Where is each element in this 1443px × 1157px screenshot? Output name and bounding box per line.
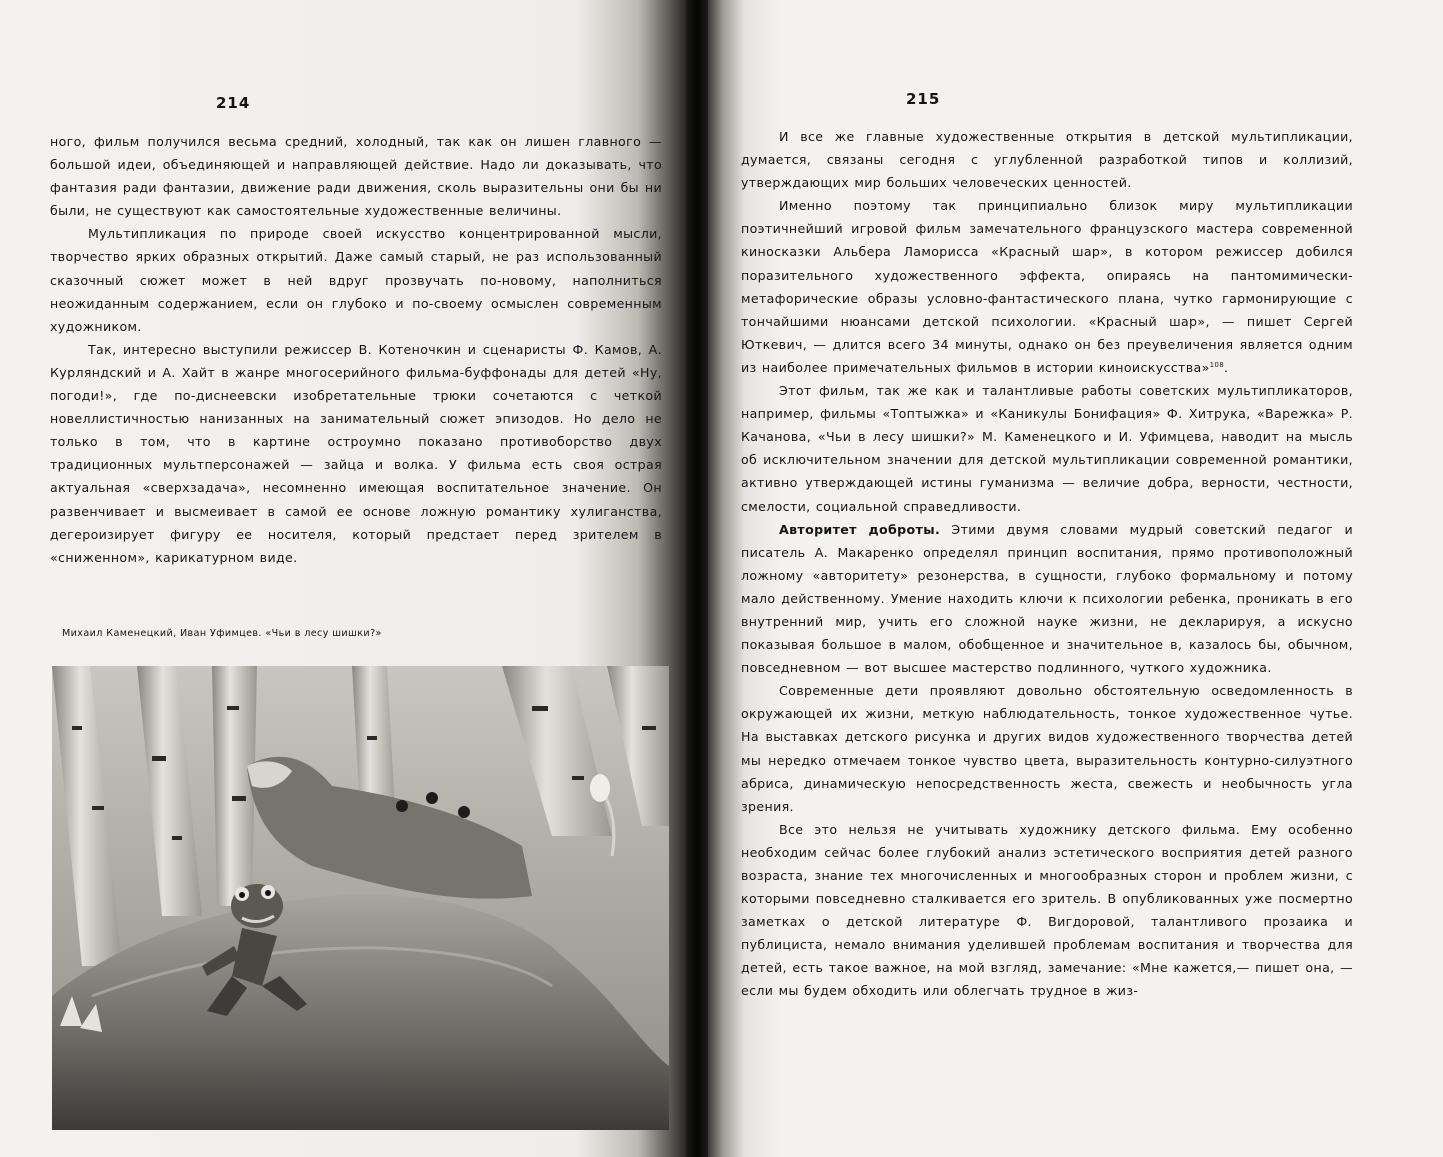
photo-caption: Михаил Каменецкий, Иван Уфимцев. «Чьи в лесу шишки?» [62, 628, 382, 639]
quote-text: Именно поэтому так принципиально близок миру мультипликации поэтичнейший игровой фильм замечательного французского мастера современной киносказки Альбера Ламорисса «Красный шар», в котором режиссер добился поразительного художественного эффекта, опираясь на пантомимически-метафорические образы условно-фантастического плана, чутко гармонирующие с тончайшими нюансами детской психологии. «Красный шар», — пишет Сергей Юткевич, — длится всего 34 минуты, однако он без преувеличения является одним из наиболее примечательных фильмов в истории киноискусства» [741, 198, 1353, 375]
paragraph [741, 518, 1353, 680]
paragraph: Мультипликация по природе своей искусство концентрированной мысли, творчество ярких образных открытий. Даже самый старый, не раз использованный сказочный сюжет может в ней вдруг прозвучать по-новому, наполниться неожиданным содержанием, если он глубоко и по-своему осмыслен современным художником. [50, 226, 662, 334]
paragraph: ного, фильм получился весьма средний, холодный, так как он лишен главного — большой идеи, объединяющей и направляющей действие. Надо ли доказывать, что фантазия ради фантазии, движение ради движения, сколь выразительны они бы ни были, не существуют как самостоятельные художественные величины. [50, 134, 662, 219]
paragraph: Именно поэтому так принципиально близок миру мультипликации поэтичнейший игровой фильм замечательного французского мастера современной киносказки Альбера Ламорисса «Красный шар», в котором режиссер добился поразительного художественного эффекта, опираясь на пантомимически-метафорические образы условно-фантастического плана, чутко гармонирующие с тончайшими нюансами детской психологии. «Красный шар», — пишет Сергей Юткевич, — длится всего 34 минуты, однако он без преувеличения является одним из наиболее примечательных фильмов в истории киноискусства»$^{108}$. [741, 198, 1353, 375]
right-body-text [741, 125, 1353, 1003]
footnote-ref: 108 [1209, 360, 1225, 369]
paragraph: И все же главные художественные открытия в детской мультипликации, думается, связаны сегодня с углубленной разработкой типов и коллизий, утверждающих мир больших человеческих ценностей. [741, 129, 1353, 191]
paragraph: Этот фильм, так же как и талантливые работы советских мультипликаторов, например, фильмы «Топтыжка» и «Каникулы Бонифация» Ф. Хитрука, «Варежка» Р. Качанова, «Чьи в лесу шишки?» М. Каменецкого и И. Уфимцева, наводит на мысль об исключительном значении для детской мультипликации современной романтики, активно утверждающей истины гуманизма — величие добра, верности, честности, смелости, социальной справедливости. [741, 383, 1353, 514]
paragraph: Так, интересно выступили режиссер В. Котеночкин и сценаристы Ф. Камов, А. Курляндский и А. Хайт в жанре многосерийного фильма-буффонады для детей «Ну, погоди!», где по-диснеевски изобретательные трюки сочетаются с четкой новеллистичностью нанизанных на занимательный сюжет эпизодов. Но дело не только в том, что в картине остроумно показано противоборство двух традиционных мультперсонажей — зайца и волка. У фильма есть своя острая актуальная «сверхзадача», несомненно имеющая воспитательное значение. Он развенчивает и высмеивает в самой ее основе ложную романтику хулиганства, дегероизирует фигуру ее носителя, который предстает перед зрителем в «сниженном», карикатурном виде. [50, 341, 662, 565]
page-number: 215 [906, 90, 941, 108]
left-page [0, 0, 686, 1157]
right-page [708, 0, 1443, 1157]
book-gutter [686, 0, 708, 1157]
film-still-photo [52, 666, 669, 1130]
bold-lead-in: Авторитет доброты. [779, 521, 941, 537]
page-number: 214 [216, 94, 251, 112]
paragraph: Все это нельзя не учитывать художнику детского фильма. Ему особенно необходим сейчас более глубокий анализ эстетического восприятия детей разного возраста, знание тех многочисленных и многообразных сторон и проблем жизни, с которыми повседневно сталкивается его зритель. В опубликованных уже посмертно заметках о детской литературе Ф. Вигдоровой, талантливого прозаика и публициста, немало внимания уделившей проблемам воспитания и творчества для детей, есть такое важное, на мой взгляд, замечание: «Мне кажется,— пишет она, — если мы будем обходить или облегчать трудное в жиз- [741, 821, 1353, 999]
left-body-text [50, 130, 662, 569]
paragraph: Современные дети проявляют довольно обстоятельную осведомленность в окружающей их жизни, меткую наблюдательность, тонкое художественное чутье. На выставках детского рисунка и других видов художественного творчества детей мы нередко отмечаем тонкое чувство цвета, выразительность контурно-силуэтного абриса, динамическую непосредственность жеста, свежесть и необычность угла зрения. [741, 683, 1353, 814]
paragraph-text: Этими двумя словами мудрый советский педагог и писатель А. Макаренко определял принцип воспитания, прямо противоположный ложному «авторитету» резонерства, в сущности, глубоко формальному и потому мало действенному. Умение находить ключи к психологии ребенка, проникать в его внутренний мир, учить его сложной науке жизни, не декларируя, а искусно показывая большое в малом, обобщенное и значительное в, казалось бы, обычном, повседневном — вот высшее мастерство подлинного, чуткого художника. [741, 521, 1353, 676]
